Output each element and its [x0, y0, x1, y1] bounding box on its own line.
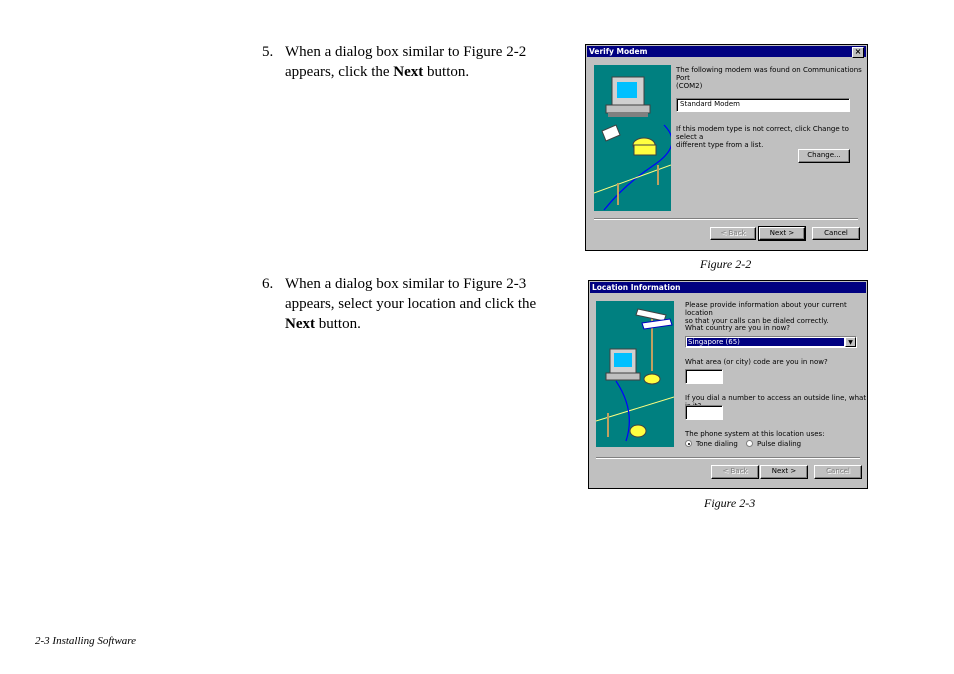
outside-line-label: If you dial a number to access an outside line, what: [685, 394, 867, 402]
step-line: appears, select your location and click the: [285, 296, 537, 312]
step-line: When a dialog box similar to Figure 2-3: [285, 276, 527, 292]
page-footer: 2-3 Installing Software: [35, 635, 137, 647]
divider: [594, 218, 858, 220]
cancel-button[interactable]: Cancel: [812, 227, 860, 240]
phone-system-label: The phone system at this location uses:: [685, 430, 825, 438]
step-number: 5.: [262, 44, 274, 60]
modem-name-field[interactable]: Standard Modem: [676, 98, 850, 112]
step-line: appears, click the Next button.: [285, 64, 470, 80]
location-signpost-icon: [596, 301, 674, 447]
tone-dialing-label: Tone dialing: [696, 440, 738, 448]
country-label: What country are you in now?: [685, 324, 791, 332]
divider: [596, 457, 860, 459]
pulse-dialing-radio[interactable]: [746, 440, 753, 447]
dialog-title: Location Information: [592, 283, 681, 292]
figure-caption: Figure 2-3: [704, 496, 756, 510]
found-modem-text: The following modem was found on Communications Port (COM2): [676, 66, 862, 90]
back-button[interactable]: < Back: [711, 465, 759, 479]
change-button[interactable]: Change...: [798, 149, 850, 163]
bold-next: Next: [285, 316, 315, 332]
dialog-title: Verify Modem: [589, 47, 648, 56]
tone-dialing-radio[interactable]: [685, 440, 692, 447]
chevron-down-icon[interactable]: ▼: [845, 337, 856, 347]
change-hint-text: If this modem type is not correct, click Change to select a different type from a list.: [676, 125, 849, 149]
step-line: When a dialog box similar to Figure 2-2: [285, 44, 527, 60]
location-information-dialog: [588, 280, 868, 489]
dialog-titlebar: [587, 46, 866, 57]
next-button[interactable]: Next >: [759, 227, 805, 240]
outside-line-input[interactable]: [685, 405, 723, 420]
bold-next: Next: [393, 64, 424, 80]
step-number: 6.: [262, 276, 274, 292]
verify-modem-dialog: [585, 44, 868, 251]
wizard-illustration: [596, 301, 674, 447]
country-selected-value: Singapore (65): [687, 338, 844, 346]
close-button[interactable]: ×: [852, 47, 864, 58]
step-text: [285, 42, 555, 82]
cancel-button[interactable]: Cancel: [814, 465, 862, 479]
area-code-label: What area (or city) code are you in now?: [685, 358, 828, 366]
computer-phone-icon: [594, 65, 671, 211]
figure-caption: Figure 2-2: [700, 257, 752, 271]
pulse-dialing-label: Pulse dialing: [757, 440, 802, 448]
location-intro-text: Please provide information about your current location so that your calls can be dialed correctly.: [685, 301, 847, 325]
wizard-illustration: [594, 65, 671, 211]
area-code-input[interactable]: [685, 369, 723, 384]
dialog-titlebar: [590, 282, 866, 293]
back-button[interactable]: < Back: [710, 227, 756, 240]
step-text: [285, 274, 555, 334]
next-button[interactable]: Next >: [760, 465, 808, 479]
step-line: Next button.: [285, 316, 361, 332]
country-select[interactable]: [685, 336, 857, 348]
